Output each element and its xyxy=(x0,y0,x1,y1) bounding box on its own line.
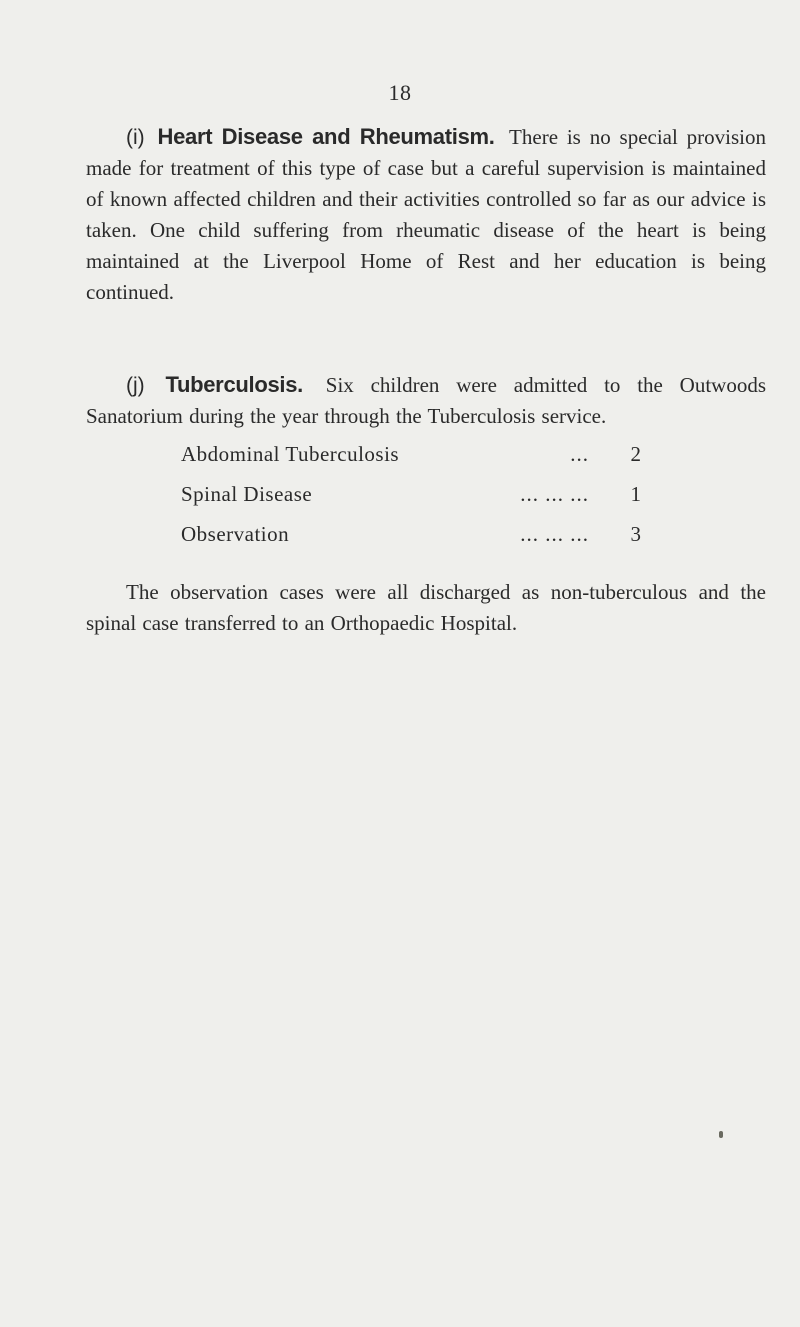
table-row xyxy=(181,434,641,474)
paper-speck xyxy=(719,1131,723,1138)
tuberculosis-table xyxy=(181,434,641,554)
table-row xyxy=(181,514,641,554)
section-heart-disease xyxy=(86,121,766,308)
section-label: (j) xyxy=(126,374,145,397)
page-number: 18 xyxy=(388,80,412,105)
section-body: Six children were admitted to the Outwoods Sanatorium during the year through the Tuberculosis service. xyxy=(86,373,767,428)
table-row-value: 1 xyxy=(630,481,641,506)
section-tuberculosis xyxy=(86,369,766,432)
table-row xyxy=(181,474,641,514)
leader-dots: ... xyxy=(570,441,589,466)
section-heading: Heart Disease and Rheumatism. xyxy=(157,124,495,149)
observation-paragraph: The observation cases were all discharged as non-tuberculous and the spinal case transferred to an Orthopaedic Hospital. xyxy=(86,580,766,635)
section-heading: Tuberculosis. xyxy=(165,372,303,397)
table-row-value: 2 xyxy=(630,441,641,466)
table-row-label: Spinal Disease xyxy=(181,481,313,506)
table-row-label: Abdominal Tuberculosis xyxy=(181,441,400,466)
leader-dots: ... ... ... xyxy=(520,481,589,506)
table-row-value: 3 xyxy=(630,521,641,546)
section-label: (i) xyxy=(126,126,145,149)
leader-dots: ... ... ... xyxy=(520,521,589,546)
section-body: There is no special provision made for treatment of this type of case but a careful supervision is maintained of known affected children and their activities controlled so far as our advice is taken. One child suffering from rheumatic disease of the heart is being maintained at the Liverpool Home of Rest and her education is being continued. xyxy=(86,125,767,304)
table-row-label: Observation xyxy=(181,521,290,546)
